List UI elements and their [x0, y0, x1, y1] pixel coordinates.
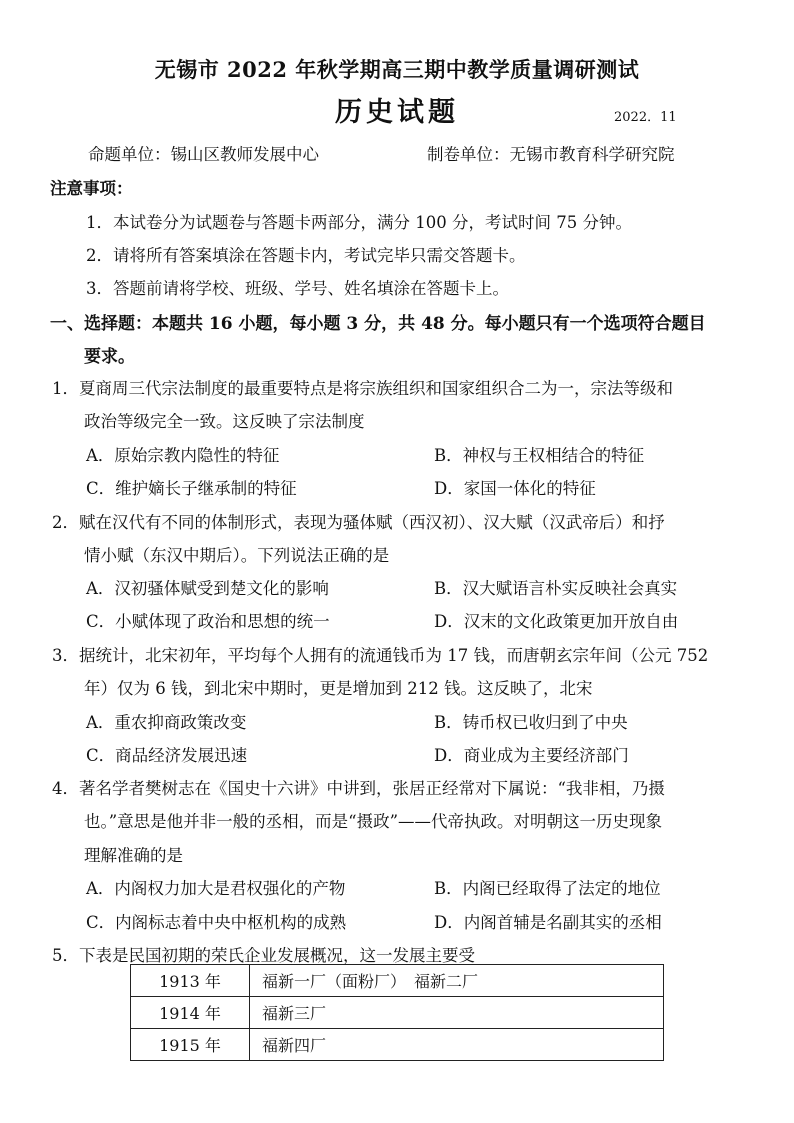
table-cell-content: 福新四厂 [250, 1029, 664, 1061]
table-row [131, 965, 664, 997]
question-2-stem-cont: 情小赋（东汉中期后）。下列说法正确的是 [84, 546, 390, 565]
question-1-option-b: B．神权与王权相结合的特征 [434, 446, 645, 465]
question-3-option-a: A．重农抑商政策改变 [86, 713, 247, 732]
question-2-option-a: A．汉初骚体赋受到楚文化的影响 [86, 579, 329, 598]
section-heading-cont: 要求。 [84, 347, 135, 367]
question-1-option-a: A．原始宗教内隐性的特征 [86, 446, 280, 465]
table-cell-year: 1913 年 [131, 965, 250, 997]
note-item: 3．答题前请将学校、班级、学号、姓名填涂在答题卡上。 [86, 279, 509, 298]
table-cell-content: 福新三厂 [250, 997, 664, 1029]
question-3-stem-cont: 年）仅为 6 钱，到北宋中期时，更是增加到 212 钱。这反映了，北宋 [84, 679, 593, 698]
author-unit: 命题单位：锡山区教师发展中心 [88, 145, 319, 164]
table-cell-year: 1915 年 [131, 1029, 250, 1061]
question-5-table [130, 964, 664, 1061]
question-4-stem: 4．著名学者樊树志在《国史十六讲》中讲到，张居正经常对下属说：“我非相，乃摄 [52, 779, 665, 798]
question-1-stem: 1．夏商周三代宗法制度的最重要特点是将宗族组织和国家组织合二为一，宗法等级和 [52, 379, 673, 398]
question-3-option-c: C．商品经济发展迅速 [86, 746, 248, 765]
question-3-stem: 3．据统计，北宋初年，平均每个人拥有的流通钱币为 17 钱，而唐朝玄宗年间（公元 752 [52, 646, 709, 665]
table-row [131, 1029, 664, 1061]
question-2-option-d: D．汉末的文化政策更加开放自由 [434, 612, 679, 631]
question-2-stem: 2．赋在汉代有不同的体制形式，表现为骚体赋（西汉初）、汉大赋（汉武帝后）和抒 [52, 513, 665, 532]
exam-subtitle: 历史试题 [335, 97, 459, 128]
table-cell-content: 福新一厂（面粉厂） 福新二厂 [250, 965, 664, 997]
question-4-option-a: A．内阁权力加大是君权强化的产物 [86, 879, 346, 898]
exam-title: 无锡市 2022 年秋学期高三期中教学质量调研测试 [154, 57, 640, 82]
question-4-stem-cont: 也。”意思是他并非一般的丞相，而是“摄政”——代帝执政。对明朝这一历史现象 [84, 812, 663, 831]
question-4-stem-cont: 理解准确的是 [84, 846, 183, 865]
question-4-option-b: B．内阁已经取得了法定的地位 [434, 879, 661, 898]
note-item: 2．请将所有答案填涂在答题卡内，考试完毕只需交答题卡。 [86, 246, 526, 265]
question-2-option-c: C．小赋体现了政治和思想的统一 [86, 612, 330, 631]
question-1-option-d: D．家国一体化的特征 [434, 479, 596, 498]
question-1-option-c: C．维护嫡长子继承制的特征 [86, 479, 297, 498]
question-2-option-b: B．汉大赋语言朴实反映社会真实 [434, 579, 678, 598]
publisher-unit: 制卷单位：无锡市教育科学研究院 [427, 145, 675, 164]
question-3-option-b: B．铸币权已收归到了中央 [434, 713, 628, 732]
question-4-option-c: C．内阁标志着中央中枢机构的成熟 [86, 913, 347, 932]
note-item: 1．本试卷分为试题卷与答题卡两部分，满分 100 分，考试时间 75 分钟。 [86, 213, 632, 232]
table-row [131, 997, 664, 1029]
notes-heading: 注意事项： [50, 179, 133, 198]
section-heading: 一、选择题：本题共 16 小题，每小题 3 分，共 48 分。每小题只有一个选项符合题目 [50, 314, 706, 334]
question-5-stem: 5．下表是民国初期的荣氏企业发展概况，这一发展主要受 [52, 946, 475, 965]
exam-date: 2022．11 [614, 110, 677, 125]
question-3-option-d: D．商业成为主要经济部门 [434, 746, 629, 765]
table-cell-year: 1914 年 [131, 997, 250, 1029]
question-4-option-d: D．内阁首辅是名副其实的丞相 [434, 913, 662, 932]
question-1-stem-cont: 政治等级完全一致。这反映了宗法制度 [84, 412, 365, 431]
